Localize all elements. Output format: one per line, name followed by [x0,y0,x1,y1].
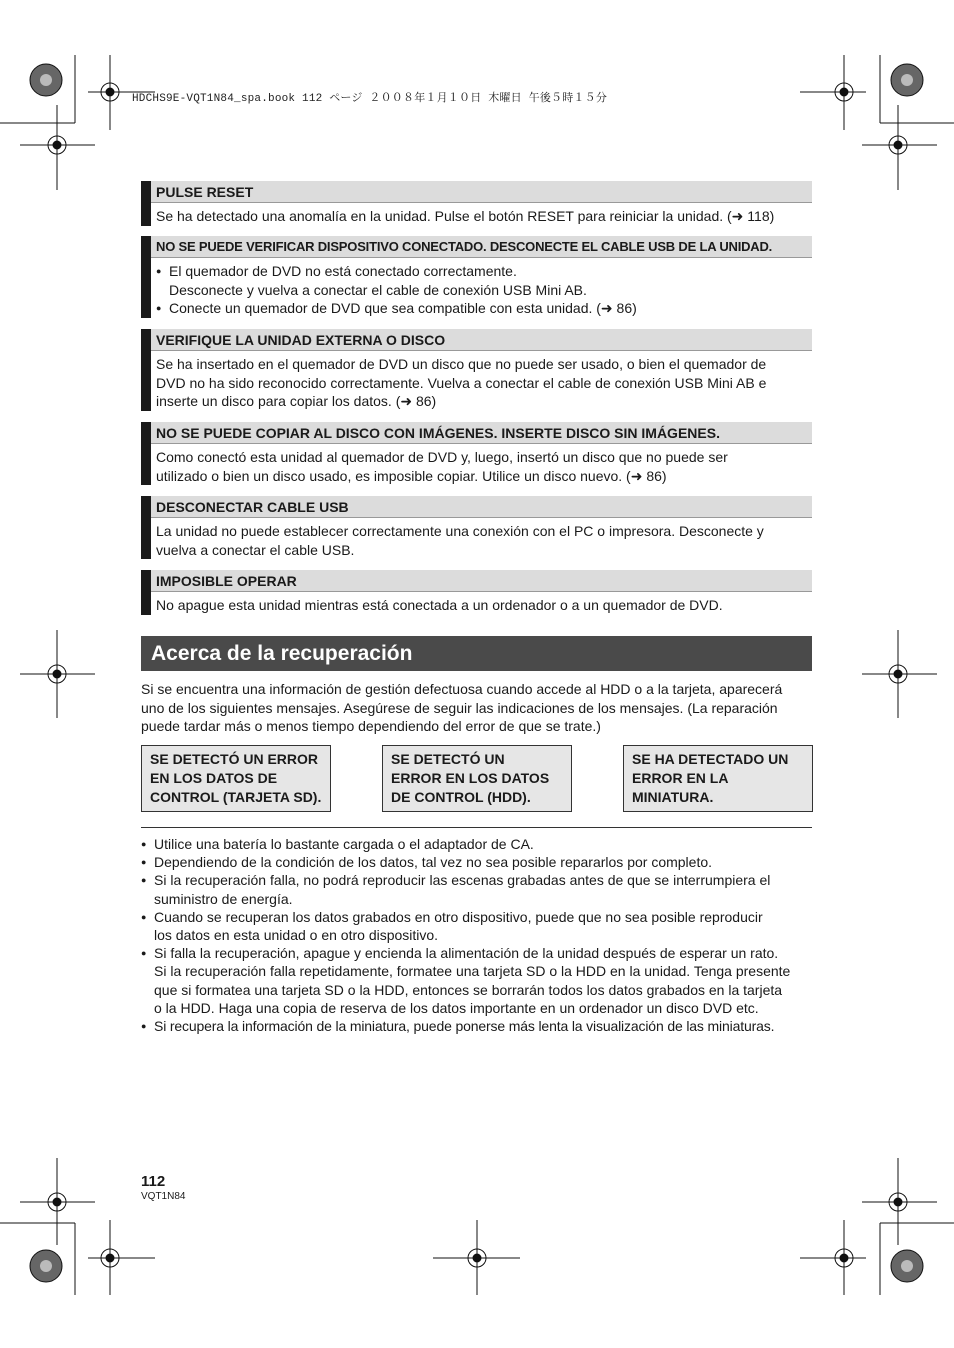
message-body [151,202,812,226]
message-disconnect-usb [141,496,812,559]
note-item [141,1017,816,1035]
message-bullet: ● Conecte un quemador de DVD que sea compatible con esta unidad. (➜ 86) [156,299,808,318]
print-header: HDCHS9E-VQT1N84_spa.book 112 ページ ２００８年１月１０日 木曜日 午後５時１５分 [132,93,608,105]
message-line: DVD no ha sido reconocido correctamente. Vuelva a conectar el cable de conexión USB Mini AB e [156,374,767,391]
message-body [151,257,812,318]
page-number: 112 [141,1173,166,1190]
error-box-line: MINIATURA. [632,789,714,805]
message-line: La unidad no puede establecer correctamente una conexión con el PC o impresora. Desconecte y [156,523,764,539]
section-title: Acerca de la recuperación [141,636,812,671]
message-verify-external [141,329,812,411]
message-bar [141,496,151,559]
message-title: DESCONECTAR CABLE USB [151,496,812,517]
message-line: Se ha insertado en el quemador de DVD un disco que no puede ser usado, o bien el quemador de [156,356,767,372]
message-body [151,517,812,559]
message-line: Se ha detectado una anomalía en la unidad. Pulse el botón RESET para reiniciar la unidad. (➜ 118) [156,208,775,224]
error-box-line: CONTROL (TARJETA SD). [150,789,322,805]
note-line: ● Cuando se recuperan los datos grabados en otro dispositivo, puede que no sea posible reproducir [154,908,763,925]
intro-line: uno de los siguientes mensajes. Asegúrese de seguir las indicaciones de los mensajes. (La reparación [141,699,778,716]
message-line: Como conectó esta unidad al quemador de DVD y, luego, insertó un disco que no puede ser [156,449,728,465]
message-title: NO SE PUEDE COPIAR AL DISCO CON IMÁGENES. INSERTE DISCO SIN IMÁGENES. [151,422,812,443]
note-line: los datos en esta unidad o en otro dispositivo. [154,927,439,944]
message-line: No apague esta unidad mientras está conectada a un ordenador o a un quemador de DVD. [156,597,723,613]
message-line: vuelva a conectar el cable USB. [156,541,355,558]
error-box-line: ERROR EN LA [632,770,729,786]
message-cannot-operate [141,570,812,615]
message-body [151,443,812,485]
note-line: ● Si falla la recuperación, apague y encienda la alimentación de la unidad después de esperar un rato. [154,945,779,962]
note-line: o la HDD. Haga una copia de reserva de los datos importante en un ordenador un disco DVD etc. [154,999,759,1016]
error-box-line: DE CONTROL (HDD). [391,789,531,805]
divider [141,827,812,828]
note-item [141,853,816,871]
note-line: Si la recuperación falla repetidamente, formatee una tarjeta SD o la HDD en la unidad. Tenga presente [154,963,791,980]
message-bar [141,570,151,615]
intro-line: puede tardar más o menos tiempo dependiendo del error de que se trate.) [141,718,601,734]
message-line: utilizado o bien un disco usado, es imposible copiar. Utilice un disco nuevo. (➜ 86) [156,467,667,484]
note-line: ● Si recupera la información de la miniatura, puede ponerse más lenta la visualización de las miniaturas. [154,1018,775,1035]
message-bar [141,329,151,411]
message-pulse-reset [141,181,812,226]
error-box-sd [141,745,331,812]
message-bar [141,236,151,318]
message-line: Desconecte y vuelva a conectar el cable de conexión USB Mini AB. [169,281,587,298]
message-title: IMPOSIBLE OPERAR [151,570,812,591]
note-item [141,871,816,907]
error-box-line: SE HA DETECTADO UN [632,751,789,767]
note-line: ● Utilice una batería lo bastante cargada o el adaptador de CA. [154,836,534,852]
message-body [151,350,812,411]
document-code: VQT1N84 [141,1191,186,1202]
intro-line: Si se encuentra una información de gestión defectuosa cuando accede al HDD o a la tarjeta, aparecerá [141,681,783,697]
recovery-intro [141,680,812,736]
message-bar [141,422,151,485]
message-line: inserte un disco para copiar los datos. (➜ 86) [156,393,437,409]
error-box-line: EN LOS DATOS DE [150,770,278,786]
message-title: PULSE RESET [151,181,812,202]
message-cannot-copy [141,422,812,485]
message-body [151,591,812,615]
error-box-line: SE DETECTÓ UN [391,751,505,767]
error-box-thumbnail [623,745,813,812]
note-item [141,908,816,944]
message-bar [141,181,151,226]
recovery-notes [141,835,816,1035]
error-box-line: ERROR EN LOS DATOS [391,770,550,786]
note-line: ● Si la recuperación falla, no podrá reproducir las escenas grabadas antes de que se interrumpiera el [154,872,771,889]
note-item [141,835,816,853]
note-line: suministro de energía. [154,890,293,907]
error-box-hdd [382,745,572,812]
message-title: VERIFIQUE LA UNIDAD EXTERNA O DISCO [151,329,812,350]
note-line: ● Dependiendo de la condición de los datos, tal vez no sea posible repararlos por completo. [154,854,713,871]
message-verify-device [141,236,812,318]
message-title: NO SE PUEDE VERIFICAR DISPOSITIVO CONECTADO. DESCONECTE EL CABLE USB DE LA UNIDAD. [151,236,812,257]
note-line: que si formatea una tarjeta SD o la HDD, entonces se borrarán todos los datos grabados en la tarjeta [154,981,783,998]
note-item [141,944,816,1017]
error-box-line: SE DETECTÓ UN ERROR [150,751,319,767]
message-bullet: ● El quemador de DVD no está conectado correctamente. [156,262,808,281]
